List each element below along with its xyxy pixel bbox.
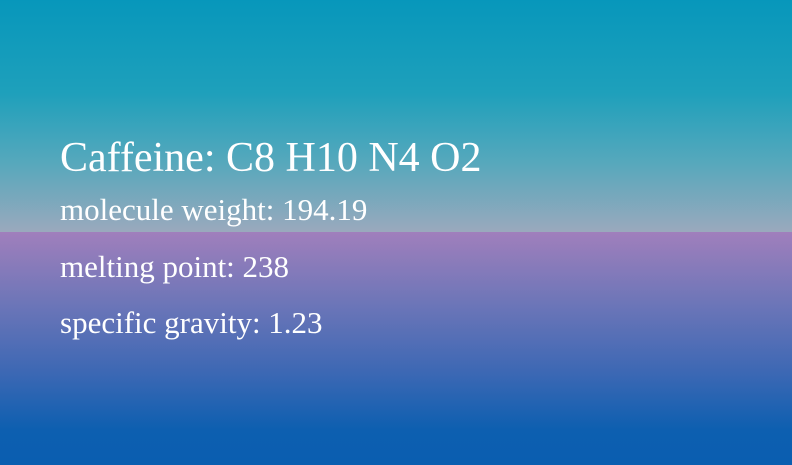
property-molecule-weight: molecule weight: 194.19 — [60, 192, 368, 227]
property-specific-gravity: specific gravity: 1.23 — [60, 305, 323, 340]
compound-title: Caffeine: C8 H10 N4 O2 — [60, 135, 482, 181]
property-melting-point: melting point: 238 — [60, 249, 290, 284]
